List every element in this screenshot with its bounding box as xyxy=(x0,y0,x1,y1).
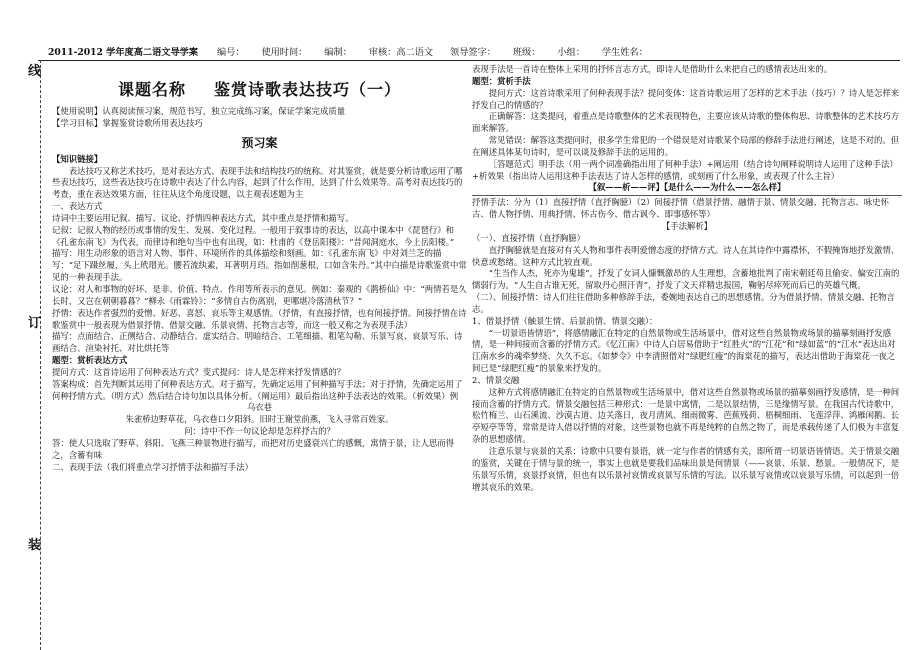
direct-lyric-heading: （一）、直接抒情（直抒胸臆） xyxy=(472,232,586,243)
binding-line xyxy=(40,60,41,650)
para-modes: 诗词中主要运用记叙、描写、议论、抒情四种表达方式，其中重点是抒情和描写。 xyxy=(52,212,354,223)
para-direct-lyric: 直抒胸臆就是直接对有关人物和事件表明爱憎态度的抒情方式。诗人在其诗作中露襟怀，不假掩饰地抒发激情、快意或愁绪。这种方式比较直观。 xyxy=(472,244,900,267)
para-lyric-methods: 抒情手法：分为（1）直接抒情（直抒胸臆）（2）间接抒情（借景抒情、融情于景、情景交融、托物言志、咏史怀古、借人物抒情、用典抒情、怀古伤今、借古讽今、即事感怀等） xyxy=(472,197,889,220)
para-description-methods: 描写：点面结合、正侧结合、动静结合、虚实结合、明暗结合、工笔细描、粗笔勾勒、乐景写哀、哀景写乐、诗画结合、渲染衬托、对比烘托等 xyxy=(52,331,463,354)
usage-note: 【使用说明】认真阅读预习案，规范书写，独立完成练习案，保证学案完成质量 xyxy=(52,106,346,116)
poem-title: 乌衣巷 xyxy=(246,402,273,413)
analysis-heading: 【手法解析】 xyxy=(661,220,713,231)
header-rule xyxy=(38,60,900,61)
section-expression: 一、表达方式 xyxy=(52,201,103,212)
left-column xyxy=(52,78,467,473)
field-reviewer: 审核：高二语文 xyxy=(368,47,434,58)
poem-question: 问：诗中不作一句议论却是怎样抒古的？ xyxy=(184,426,335,437)
question-type-technique: 题型：赏析手法 xyxy=(472,75,531,86)
margin-char-install: 装 xyxy=(28,538,42,553)
para-answer-paradigm: ［答题范式］明手法（用一两个词准确指出用了何种手法）+阐运用（结合诗句阐释说明诗人运用了这种手法）+析效果（指出诗人运用这种手法表达了诗人怎样的感情，或刻画了什么形象，或表现了什么主旨） xyxy=(472,158,898,181)
para-ask-technique: 提问方式：这首诗歌采用了何种表现手法？提问变体：这首诗歌运用了怎样的艺术手法（技巧）？诗人是怎样来抒发自己的情感的？ xyxy=(472,87,900,110)
title-label: 课题名称 xyxy=(117,80,186,99)
page-header xyxy=(48,44,900,60)
question-type-title: 题型：赏析表达方式 xyxy=(52,355,128,366)
school-year: 2011-2012 学年度高二语文导学案 xyxy=(48,47,199,58)
para-answer-form: 答案构成：首先判断其运用了何种表达方式。对于描写，先确定运用了何种描写手法；对于抒情，先确定运用了何种抒情方式。（明方式）然后结合诗句加以具体分析。（阐运用）最后指出这种手法表达的效果。（析效果）例 xyxy=(52,378,463,401)
para-lyric: 抒情：表达作者强烈的爱憎、好恶、喜怒、哀乐等主观感情。（抒情，有直接抒情，也有间接抒情。间接抒情在诗歌鉴赏中一般表现为借景抒情、借景交融、乐景哀情、托物言志等，而这一般又称之为表现手法） xyxy=(52,307,467,330)
para-argument: 议论：对人和事物的好坏、是非、价值、特点、作用等所表示的意见。例如：秦观的《鹊桥仙》中：“两情若是久长时，又岂在朝朝暮暮？”柳永《雨霖铃》：“多情自古伤离别，更哪堪冷落清秋节？” xyxy=(52,283,467,306)
title-text: 鉴赏诗歌表达技巧（一） xyxy=(214,80,402,99)
field-group: 小组： xyxy=(557,47,585,58)
field-class: 班级： xyxy=(512,47,541,58)
para-correct-answer: 正确解答：这类提问，着重点是诗歌整体的艺术表现特色，主要应该从诗歌的整体构思、诗歌整体的艺术技巧方面来解答。 xyxy=(472,111,900,134)
knowledge-heading: 【知识链接】 xyxy=(52,153,103,164)
preview-heading: 预习案 xyxy=(241,135,278,150)
field-student: 学生姓名： xyxy=(601,47,648,58)
field-leader: 领导签字： xyxy=(450,47,496,58)
poem-answer: 答：使人只选取了野草、斜阳、飞燕三种景物进行描写，而把对历史盛衰兴亡的感慨，寓情于景，让人思而得之，含蓄有味 xyxy=(52,437,454,460)
para-ask-form: 提问方式：这首诗运用了何种表达方式？变式提问：诗人是怎样来抒发情感的？ xyxy=(52,366,346,377)
para-description: 描写：用生动形象的语言对人物、事件、环境所作的具体描绘和刻画。如：《孔雀东南飞》中对刘兰芝的描写：“足下蹑丝履，头上玳瑁光。腰若流纨素，耳著明月珰。指如削葱根，口如含朱丹。”其中白描是诗歌鉴赏中常见的一种表现手法。 xyxy=(52,248,467,283)
para-common-error: 常见错误：解答这类提问时，很多学生常犯的一个错误是对诗歌某个局部的修辞手法进行阐述，这是不对的。但在阐述具体某句诗时，是可以谈及修辞手法的运用的。 xyxy=(472,135,900,157)
para-joy-sorrow: 注意乐景与哀景的关系：诗歌中只要有景语，就一定与作者的情感有关，即所谓一切景语皆情语。关于情景交融的鉴赏，关键在于情与景的统一，事实上也就是要我们品味出景是何情景（——哀景、乐景、愁景。一般情况下，是乐景写乐情，哀景抒哀情，但也有以乐景衬哀情或哀景写乐情的写法。以乐景写哀情或以哀景写乐情，可以起到一倍增其哀乐的效果。 xyxy=(472,446,900,492)
field-number: 编号： xyxy=(216,47,245,58)
indirect-lyric-heading: （二）、间接抒情：诗人们往往借助多种修辞手法，委婉地表达自己的思想感情。分为借景抒情、情景交融、托物言志。 xyxy=(472,292,895,314)
para-narration: 记叙：记叙人物的经历或事情的发生、发展、变化过程。一般用于叙事诗的表达，以高中课本中《琵琶行》和《孔雀东南飞》为代表，而律诗和绝句当中也有出现，如：杜甫的《登岳阳楼》：“昔闻洞庭水，今上岳阳楼。” xyxy=(52,224,455,247)
lesson-title xyxy=(52,80,467,100)
divider xyxy=(472,195,902,196)
para-direct-examples: “生当作人杰，死亦为鬼雄”，抒发了女词人慷慨激昂的人生理想，含蓄地批判了南宋朝廷苟且偷安、偏安江南的懦弱行为。“人生自古谁无死，留取丹心照汗青”，抒发了文天祥精忠报国，鞠躬尽瘁死而后已的英雄气概。 xyxy=(472,268,900,291)
right-column xyxy=(472,64,902,493)
field-time: 使用时间： xyxy=(261,47,308,58)
poem-lines: 朱雀桥边野草花，乌衣巷口夕阳斜。旧时王谢堂前燕，飞入寻常百姓家。 xyxy=(125,414,394,425)
section-techniques: 二、表现手法（我们将重点学习抒情手法和描写手法） xyxy=(52,461,253,472)
para-fusion: 这种方式将感情融汇在特定的自然景物或生活场景中，借对这些自然景物或场景的描摹刻画抒发感情，是一种间接而含蓄的抒情方式。情景交融包括三种形式：一是景中寓情，二是以景结情，三是缘情写景。在我国古代诗歌中，松竹梅兰、山石溪流、沙漠古道、边关落日，夜月清风、细雨微雾、芭蕉残荷、梧桐细雨、飞莲浮萍、鸿雁闲鹅、长亭短亭等等，常常是诗人借以抒情的对象，这些景物也就不再是纯粹的自然之物了，而是承载传递了人们极为丰富复杂的思想感情。 xyxy=(472,386,900,445)
scene-lyric-heading: 1、借景抒情（触景生情、后景前情、情景交融）： xyxy=(472,315,658,326)
para-technique-def: 表现手法是一首诗在整体上采用的抒怀言志方式，即诗人是借助什么来把自己的感情表达出来的。 xyxy=(472,64,833,74)
fusion-heading: 2、情景交融 xyxy=(472,374,520,385)
answer-flow: 【叙——析——评】【是什么——为什么——怎么样】 xyxy=(588,182,786,193)
learning-goal: 【学习目标】掌握鉴赏诗歌所用表达技巧 xyxy=(52,117,203,128)
margin-char-bind: 订 xyxy=(28,316,42,331)
intro-paragraph: 表达技巧又称艺术技巧，是对表达方式、表现手法和结构技巧的统称。对其鉴赏，就是要分析诗歌运用了哪些表达技巧，这些表达技巧在诗歌中表达了什么内容，起到了什么作用，达到了什么效果等。高考对表达技巧的考查，重在表达效果方面，往往从这个角度设题，以主观表述题为主 xyxy=(52,165,463,200)
para-scene-lyric: “一切景语皆情语”，将感情融汇在特定的自然景物或生活场景中，借对这些自然景物或场景的描摹刻画抒发感情，是一种间接而含蓄的抒情方式。《忆江南》中诗人白居易借助于“红胜火”的“江花”和“绿如蓝”的“江水”表达出对江南水乡的魂牵梦绕、久久不忘。《如梦令》中李清照借对“绿肥红瘦”的海棠花的描写，表达出借助于海棠花一夜之间已是“绿肥红瘦”的景象来抒发的。 xyxy=(472,327,896,374)
margin-char-line: 线 xyxy=(28,64,42,79)
field-editor: 编制： xyxy=(324,47,352,58)
